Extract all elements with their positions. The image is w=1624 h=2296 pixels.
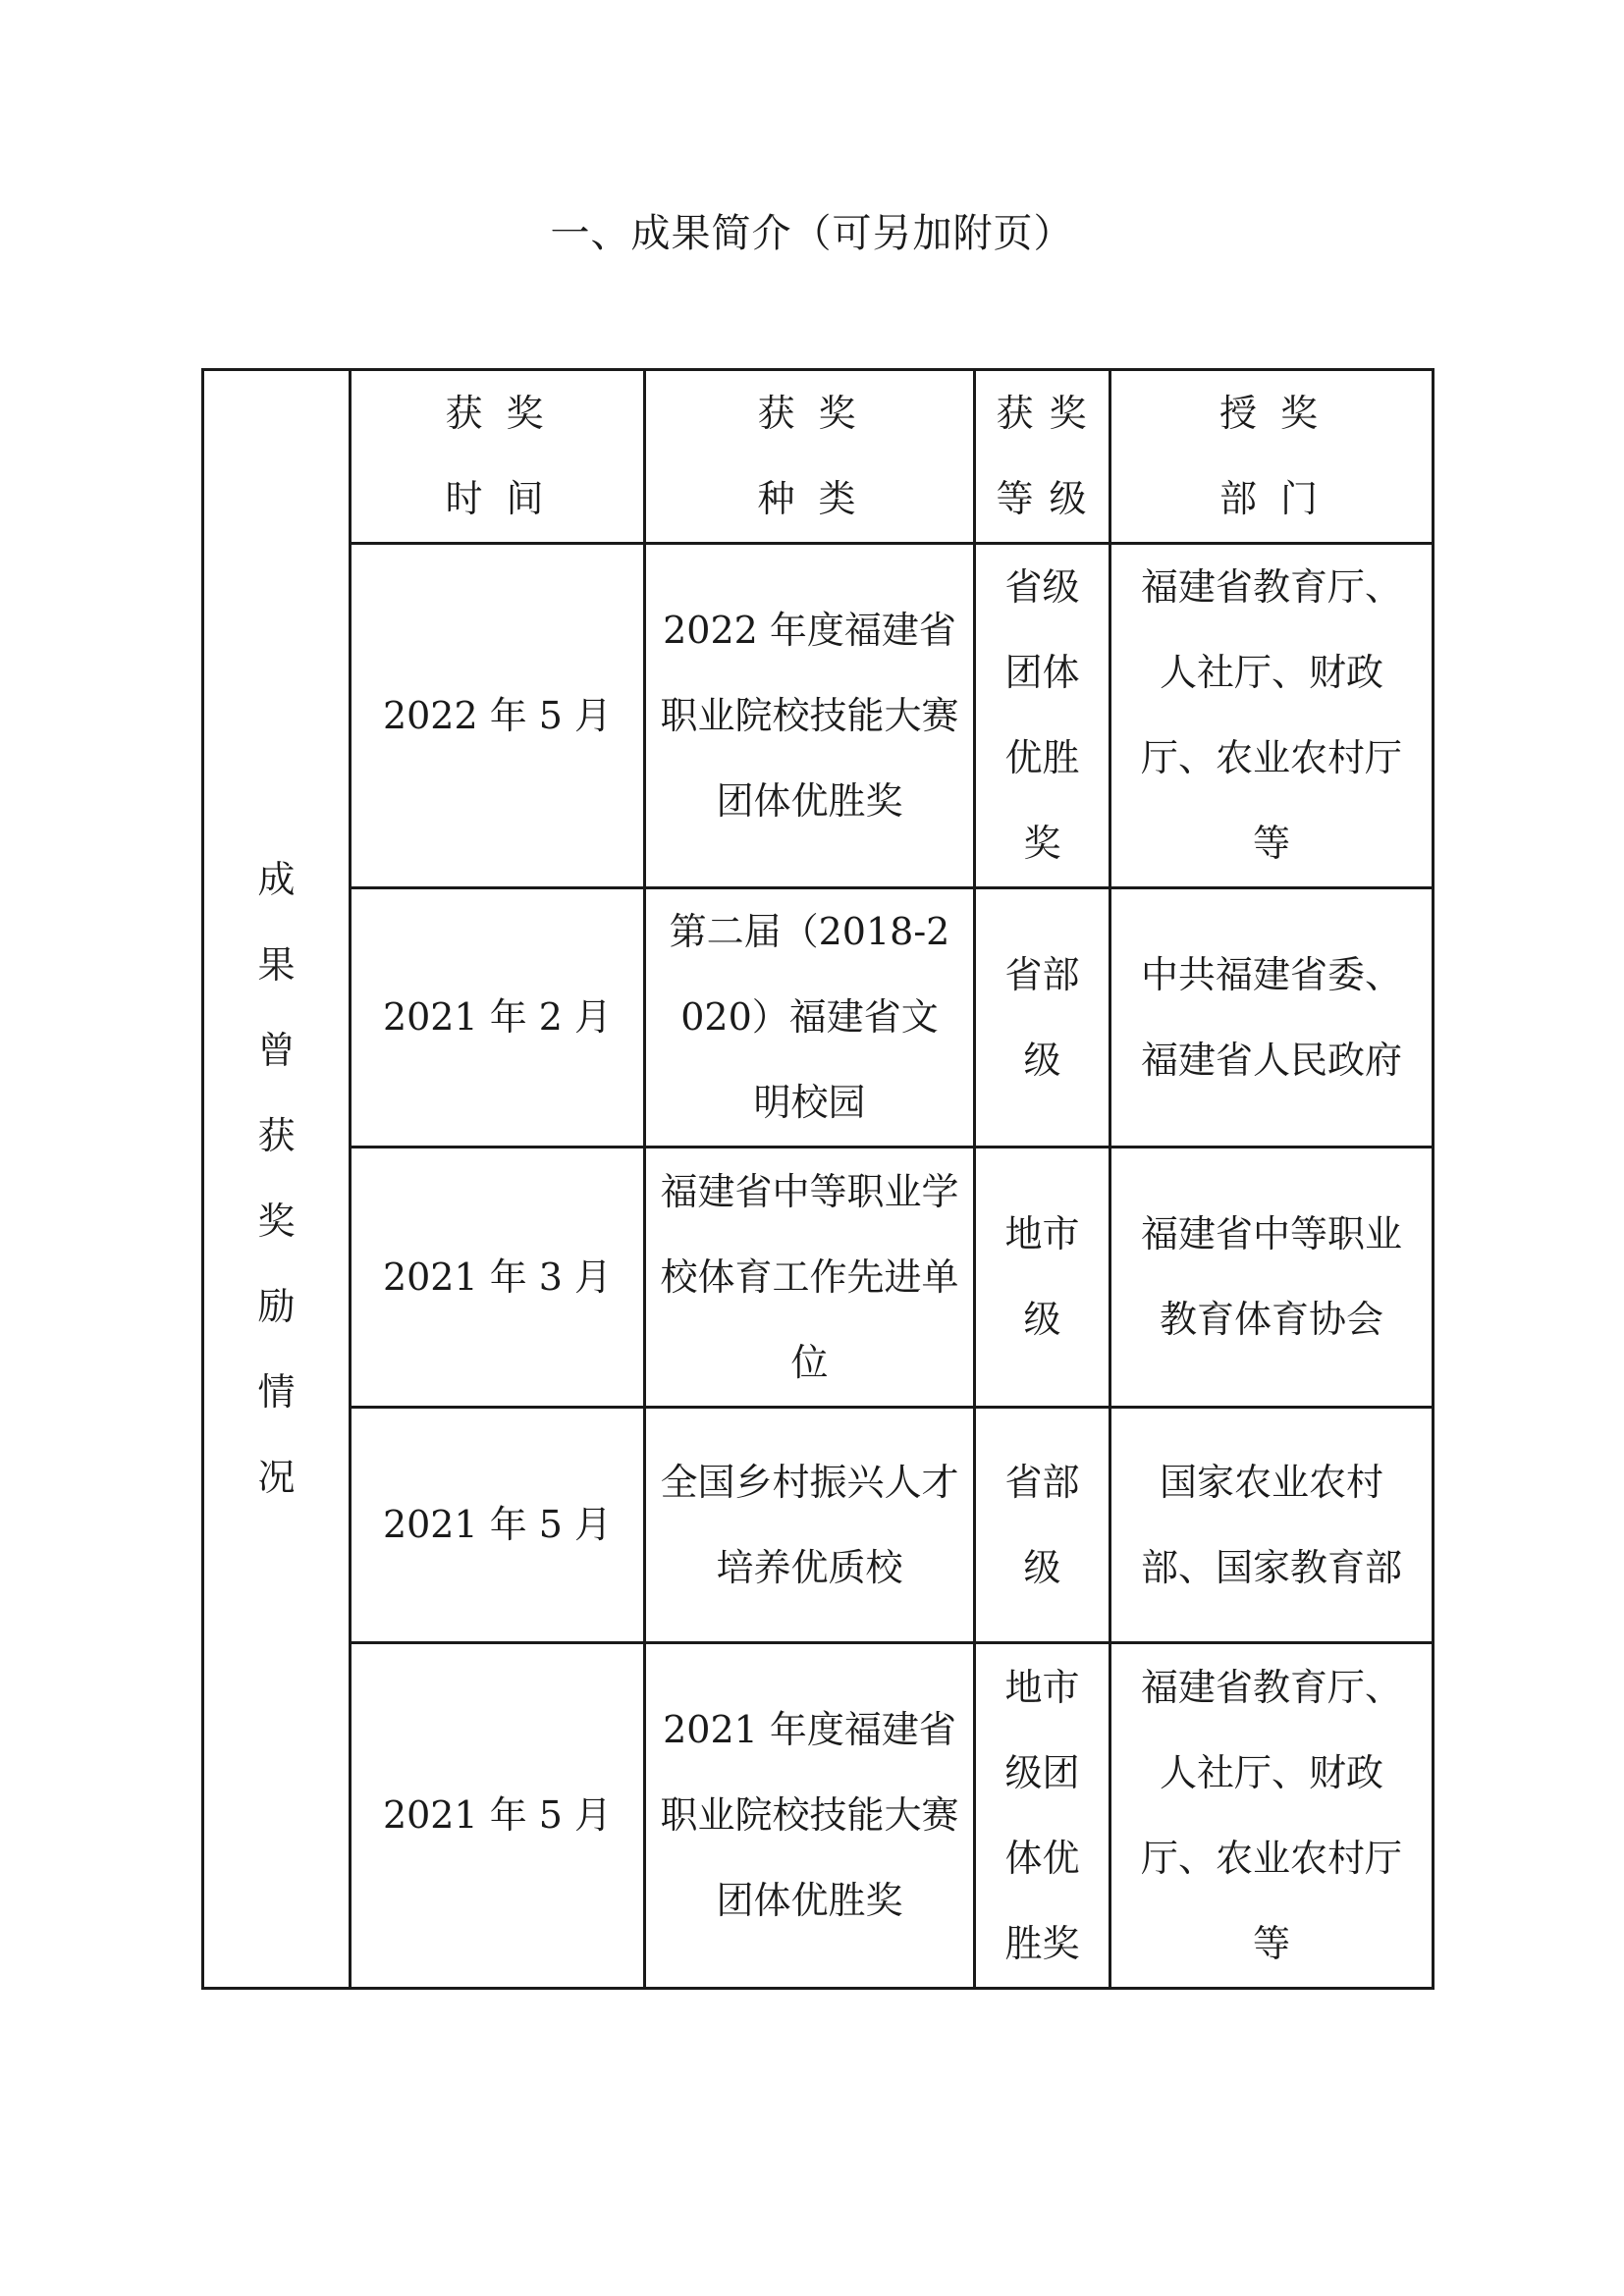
award-kind-cell bbox=[645, 1643, 975, 1989]
award-kind: 2022 年度福建省职业院校技能大赛团体优胜奖 bbox=[660, 608, 959, 823]
award-dept-cell bbox=[1110, 888, 1434, 1148]
award-kind-cell bbox=[645, 888, 975, 1148]
header-time-line1: 获 奖 bbox=[445, 392, 550, 435]
award-kind-cell bbox=[645, 1148, 975, 1408]
award-level: 省级团体优胜奖 bbox=[1004, 565, 1080, 865]
header-kind-line2: 种 类 bbox=[757, 477, 862, 520]
award-dept-cell bbox=[1110, 1148, 1434, 1408]
award-dept-cell bbox=[1110, 544, 1434, 888]
award-dept: 中共福建省委、福建省人民政府 bbox=[1140, 952, 1402, 1082]
award-time: 2021 年 5 月 bbox=[351, 1408, 645, 1643]
header-time-line2: 时 间 bbox=[445, 477, 550, 520]
header-dept-line1: 授 奖 bbox=[1218, 392, 1325, 435]
award-level-cell bbox=[975, 1408, 1110, 1643]
side-label-cell bbox=[203, 370, 351, 1989]
header-kind bbox=[645, 370, 975, 544]
table-row bbox=[203, 1148, 1434, 1408]
awards-table bbox=[201, 368, 1435, 1990]
award-dept: 国家农业农村部、国家教育部 bbox=[1140, 1460, 1402, 1589]
award-dept-cell bbox=[1110, 1408, 1434, 1643]
header-dept bbox=[1110, 370, 1434, 544]
award-kind: 2021 年度福建省职业院校技能大赛团体优胜奖 bbox=[660, 1708, 959, 1922]
award-dept: 福建省中等职业教育体育协会 bbox=[1140, 1212, 1402, 1341]
header-row bbox=[203, 370, 1434, 544]
award-time: 2021 年 5 月 bbox=[351, 1643, 645, 1989]
header-time bbox=[351, 370, 645, 544]
award-time: 2021 年 2 月 bbox=[351, 888, 645, 1148]
award-dept-cell bbox=[1110, 1643, 1434, 1989]
side-label: 成果曾获奖励情况 bbox=[257, 858, 296, 1499]
award-kind: 福建省中等职业学校体育工作先进单位 bbox=[660, 1169, 959, 1384]
award-level: 省部级 bbox=[1004, 952, 1080, 1082]
award-level: 地市级团体优胜奖 bbox=[1004, 1665, 1080, 1965]
header-kind-line1: 获 奖 bbox=[757, 392, 862, 435]
table-row bbox=[203, 544, 1434, 888]
award-kind: 全国乡村振兴人才培养优质校 bbox=[660, 1460, 959, 1589]
award-level-cell bbox=[975, 888, 1110, 1148]
award-kind-cell bbox=[645, 544, 975, 888]
header-level-line1: 获 奖 bbox=[996, 392, 1089, 435]
award-kind: 第二届（2018-2020）福建省文明校园 bbox=[669, 910, 950, 1124]
award-dept: 福建省教育厅、人社厅、财政厅、农业农村厅等 bbox=[1140, 565, 1402, 865]
header-level bbox=[975, 370, 1110, 544]
header-dept-line2: 部 门 bbox=[1218, 477, 1325, 520]
table-row bbox=[203, 1643, 1434, 1989]
table-row bbox=[203, 1408, 1434, 1643]
award-level-cell bbox=[975, 544, 1110, 888]
table-row bbox=[203, 888, 1434, 1148]
award-kind-cell bbox=[645, 1408, 975, 1643]
award-level-cell bbox=[975, 1643, 1110, 1989]
award-level-cell bbox=[975, 1148, 1110, 1408]
award-time: 2021 年 3 月 bbox=[351, 1148, 645, 1408]
award-time: 2022 年 5 月 bbox=[351, 544, 645, 888]
header-level-line2: 等 级 bbox=[996, 477, 1089, 520]
award-level: 省部级 bbox=[1004, 1460, 1080, 1589]
page-title: 一、成果简介（可另加附页） bbox=[550, 211, 1074, 256]
award-dept: 福建省教育厅、人社厅、财政厅、农业农村厅等 bbox=[1140, 1665, 1402, 1965]
award-level: 地市级 bbox=[1004, 1212, 1080, 1341]
